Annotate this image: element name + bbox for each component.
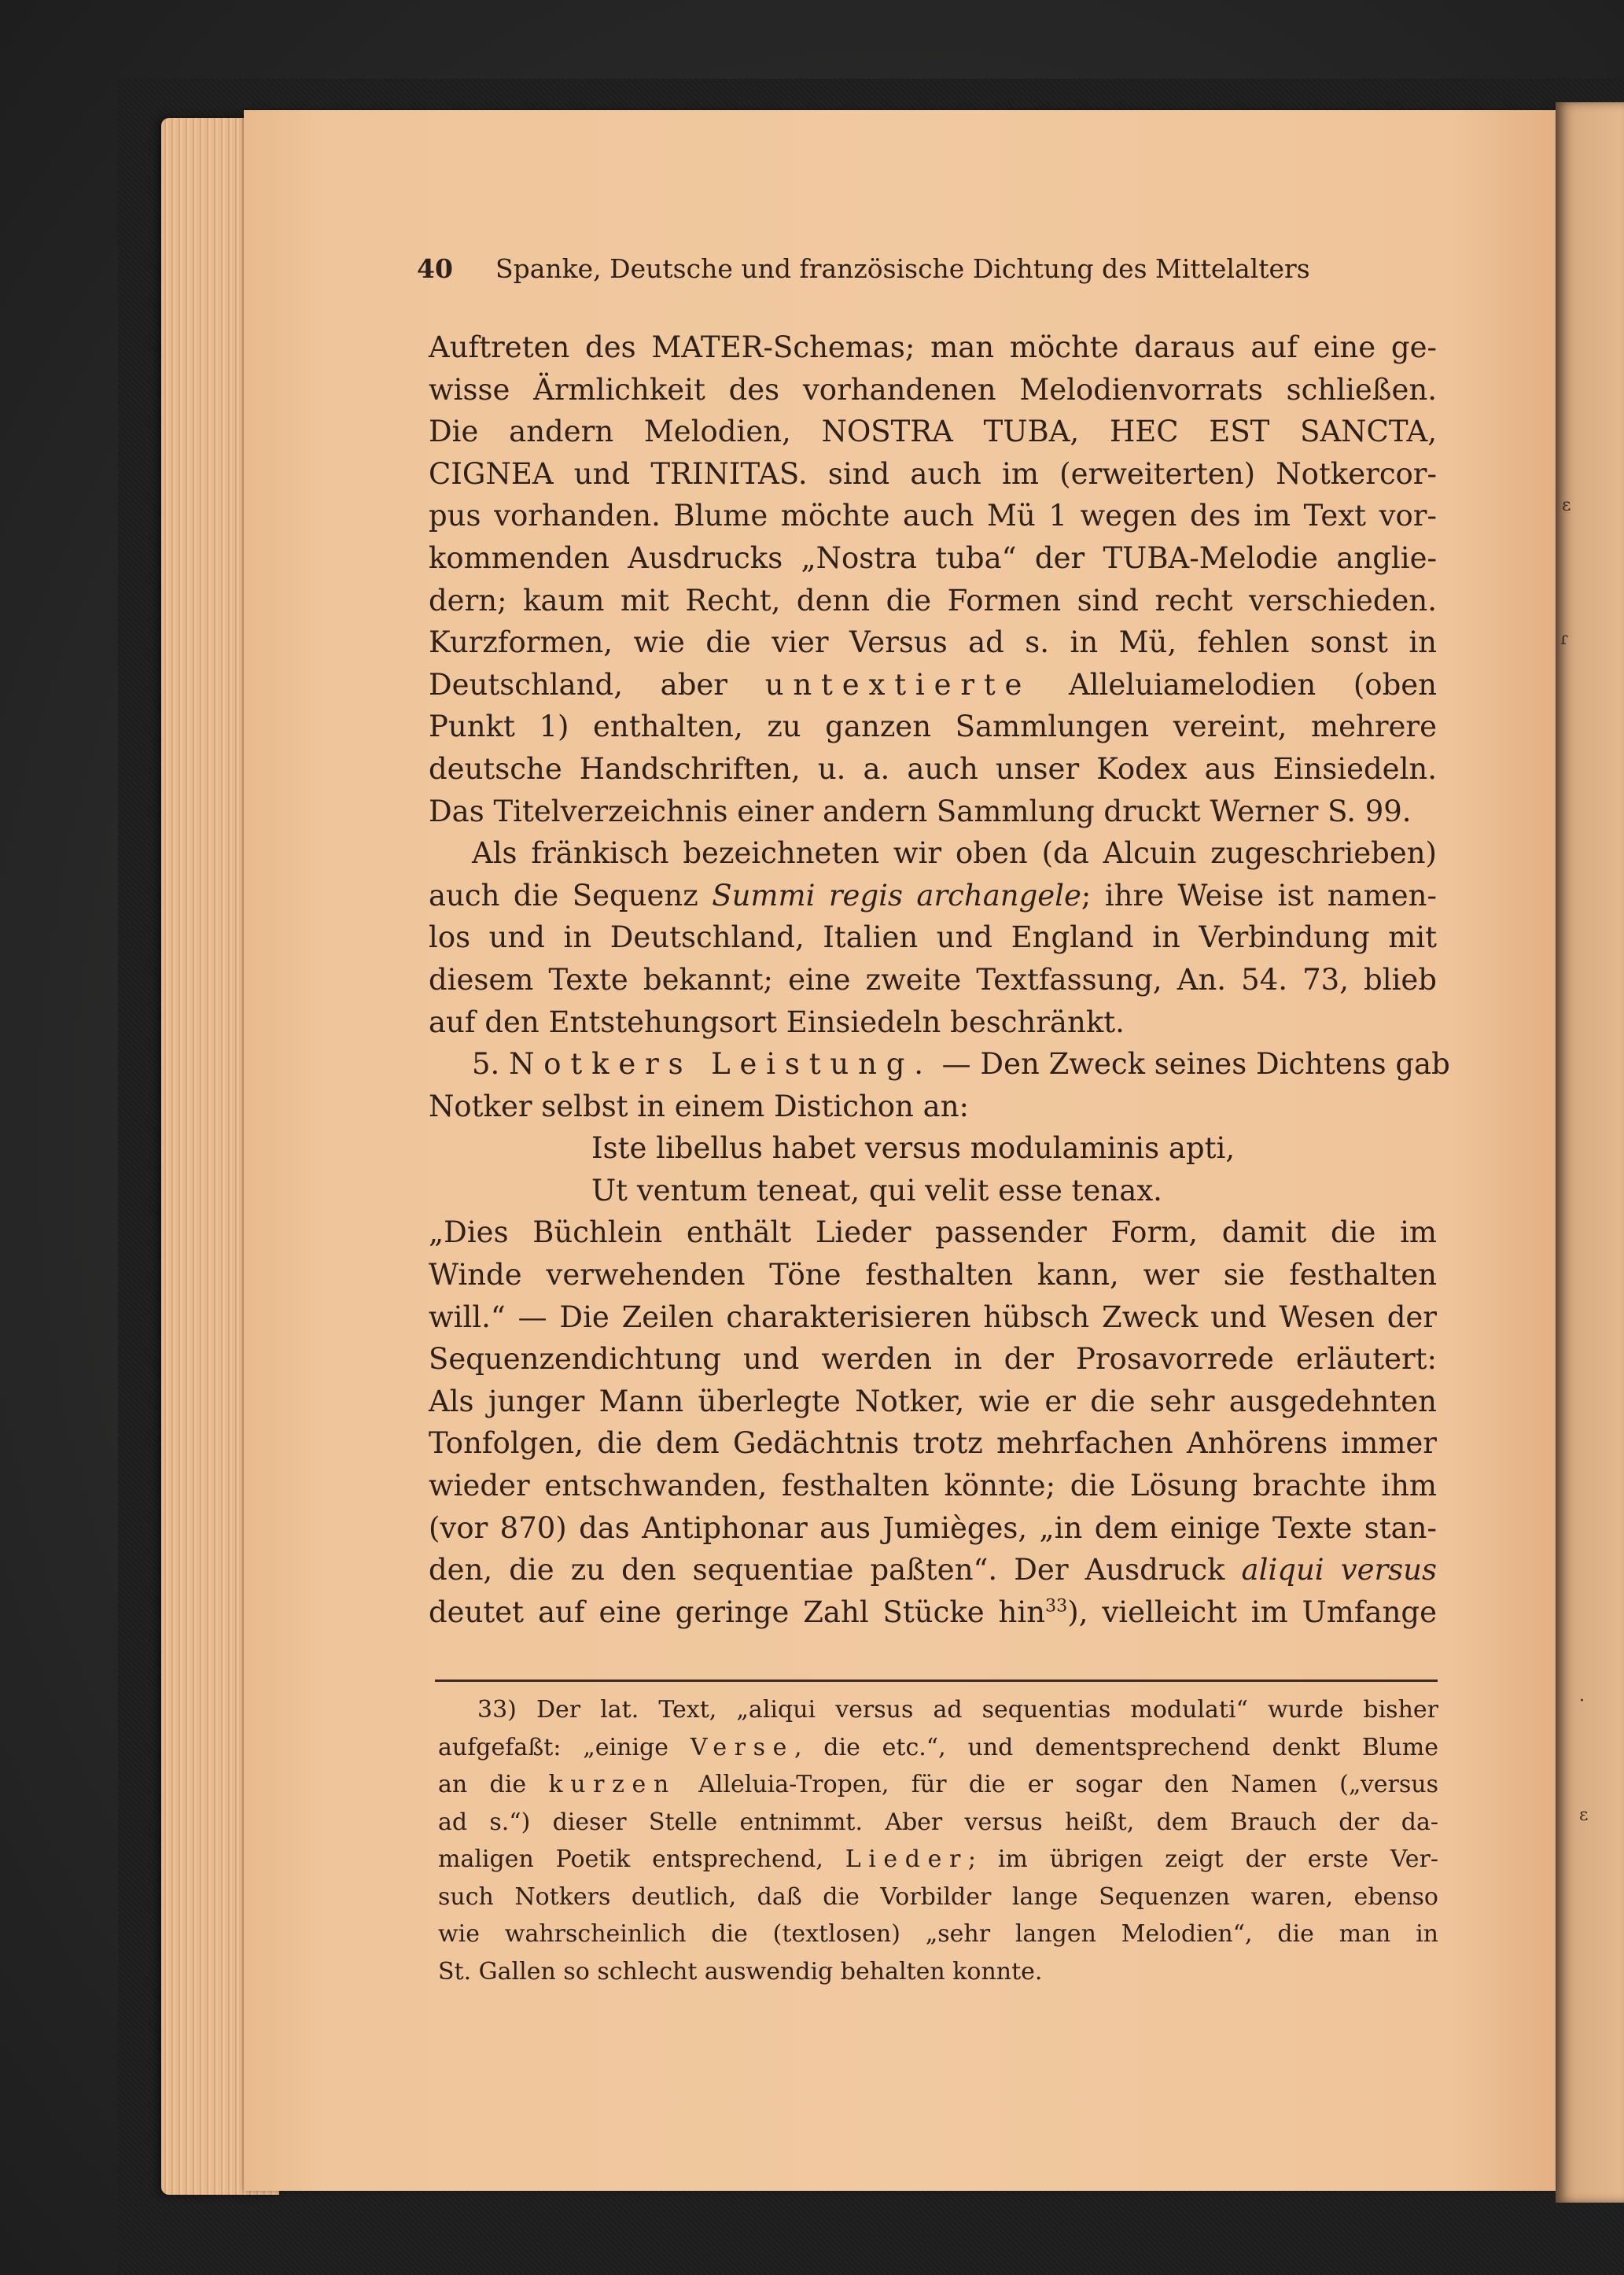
footnote-lines bbox=[438, 1691, 1438, 1990]
body-line: los und in Deutschland, Italien und England in Verbindung mit bbox=[429, 920, 1437, 955]
spaced-emphasis: kurzen bbox=[548, 1771, 676, 1798]
body-line: Das Titelverzeichnis einer andern Sammlung druckt Werner S. 99. bbox=[429, 794, 1412, 828]
body-line: „Dies Büchlein enthält Lieder passender Form, damit die im bbox=[429, 1215, 1437, 1250]
body-line: auch die Sequenz Summi regis archangele; ihre Weise ist namen- bbox=[429, 878, 1437, 913]
page-number: 40 bbox=[417, 253, 453, 284]
body-line: auf den Entstehungsort Einsiedeln beschränkt. bbox=[429, 1005, 1125, 1039]
spaced-emphasis: Lieder bbox=[845, 1845, 968, 1873]
footnote-marker: 33) bbox=[477, 1696, 536, 1724]
body-line: Als junger Mann überlegte Notker, wie er die sehr ausgedehnten bbox=[429, 1384, 1437, 1418]
body-line: deutsche Handschriften, u. a. auch unser Kodex aus Einsiedeln. bbox=[429, 751, 1437, 786]
body-line: wieder entschwanden, festhalten könnte; die Lösung brachte ihm bbox=[429, 1469, 1437, 1503]
footnote bbox=[438, 1691, 1438, 1990]
italic-emphasis: aliqui versus bbox=[1241, 1553, 1437, 1587]
body-line: Deutschland, aber untextierte Alleluiamelodien (oben bbox=[429, 667, 1437, 702]
body-line: CIGNEA und TRINITAS. sind auch im (erweiterten) Notkercor- bbox=[429, 456, 1437, 491]
body-line: Auftreten des MATER-Schemas; man möchte daraus auf eine ge- bbox=[429, 330, 1437, 364]
spaced-emphasis: untextierte bbox=[764, 667, 1032, 702]
body-line: pus vorhanden. Blume möchte auch Mü 1 wegen des im Text vor- bbox=[429, 499, 1437, 533]
body-line: deutet auf eine geringe Zahl Stücke hin$^{33}$), vielleicht im Umfange bbox=[429, 1595, 1437, 1629]
footnote-line: maligen Poetik entsprechend, Lieder; im übrigen zeigt der erste Ver- bbox=[438, 1845, 1438, 1873]
footnote-line: aufgefaßt: „einige Verse, die etc.“, und dementsprechend denkt Blume bbox=[438, 1733, 1438, 1761]
distich-line: Iste libellus habet versus modulaminis apti, bbox=[591, 1131, 1235, 1166]
body-line: diesem Texte bekannt; eine zweite Textfassung, An. 54. 73, blieb bbox=[429, 962, 1437, 997]
footnote-rule bbox=[435, 1680, 1438, 1682]
body-line: wisse Ärmlichkeit des vorhandenen Melodienvorrats schließen. bbox=[429, 372, 1437, 407]
body-line: Kurzformen, wie die vier Versus ad s. in Mü, fehlen sonst in bbox=[429, 625, 1437, 660]
footnote-line: wie wahrscheinlich die (textlosen) „sehr langen Melodien“, die man in bbox=[438, 1920, 1438, 1948]
body-line: Notker selbst in einem Distichon an: bbox=[429, 1089, 969, 1123]
body-line: den, die zu den sequentiae paßten“. Der Ausdruck aliqui versus bbox=[429, 1553, 1437, 1587]
paragraph-2 bbox=[429, 832, 1437, 1043]
main-text bbox=[429, 326, 1450, 1633]
spaced-emphasis: Verse bbox=[690, 1733, 794, 1761]
body-line: Sequenzendichtung und werden in der Prosavorrede erläutert: bbox=[429, 1342, 1437, 1377]
section-5-heading bbox=[429, 1043, 1450, 1127]
body-line: will.“ — Die Zeilen charakterisieren hübsch Zweck und Wesen der bbox=[429, 1300, 1437, 1334]
footnote-line: such Notkers deutlich, daß die Vorbilder lange Sequenzen waren, ebenso bbox=[438, 1882, 1438, 1911]
footnote-reference: 33 bbox=[1045, 1595, 1068, 1617]
footnote-line: St. Gallen so schlecht auswendig behalten konnte. bbox=[438, 1957, 1043, 1986]
footnote-line: 33) Der lat. Text, „aliqui versus ad sequentias modulati“ wurde bisher bbox=[477, 1696, 1438, 1724]
facing-page-edge: ε ɾ · ε bbox=[1556, 102, 1624, 2203]
body-line: Winde verwehenden Töne festhalten kann, wer sie festhalten bbox=[429, 1258, 1437, 1292]
paragraph-1 bbox=[429, 326, 1437, 832]
paragraph-3 bbox=[429, 1211, 1437, 1633]
distich-line: Ut ventum teneat, qui velit esse tenax. bbox=[591, 1173, 1162, 1208]
section-title: Notkers Leistung. bbox=[509, 1047, 933, 1082]
body-line: Tonfolgen, die dem Gedächtnis trotz mehrfachen Anhörens immer bbox=[429, 1426, 1437, 1461]
footnote-line: an die kurzen Alleluia-Tropen, für die er sogar den Namen („versus bbox=[438, 1771, 1438, 1798]
body-line: 5. Notkers Leistung. — Den Zweck seines Dichtens gab bbox=[472, 1047, 1450, 1082]
body-line: (vor 870) das Antiphonar aus Jumièges, „in dem einige Texte stan- bbox=[429, 1510, 1437, 1545]
running-head bbox=[417, 253, 1439, 293]
body-line: Die andern Melodien, NOSTRA TUBA, HEC EST SANCTA, bbox=[429, 415, 1437, 449]
body-line: kommenden Ausdrucks „Nostra tuba“ der TUBA-Melodie anglie- bbox=[429, 540, 1437, 575]
distich bbox=[429, 1127, 1437, 1211]
italic-emphasis: Summi regis archangele bbox=[712, 878, 1081, 913]
body-line: Als fränkisch bezeichneten wir oben (da Alcuin zugeschrieben) bbox=[472, 836, 1437, 871]
footnote-line: ad s.“) dieser Stelle entnimmt. Aber versus heißt, dem Brauch der da- bbox=[438, 1808, 1438, 1836]
body-line: dern; kaum mit Recht, denn die Formen sind recht verschieden. bbox=[429, 583, 1437, 618]
body-line: Punkt 1) enthalten, zu ganzen Sammlungen vereint, mehrere bbox=[429, 710, 1437, 744]
running-head-title: Spanke, Deutsche und französische Dichtung des Mittelalters bbox=[495, 253, 1310, 284]
